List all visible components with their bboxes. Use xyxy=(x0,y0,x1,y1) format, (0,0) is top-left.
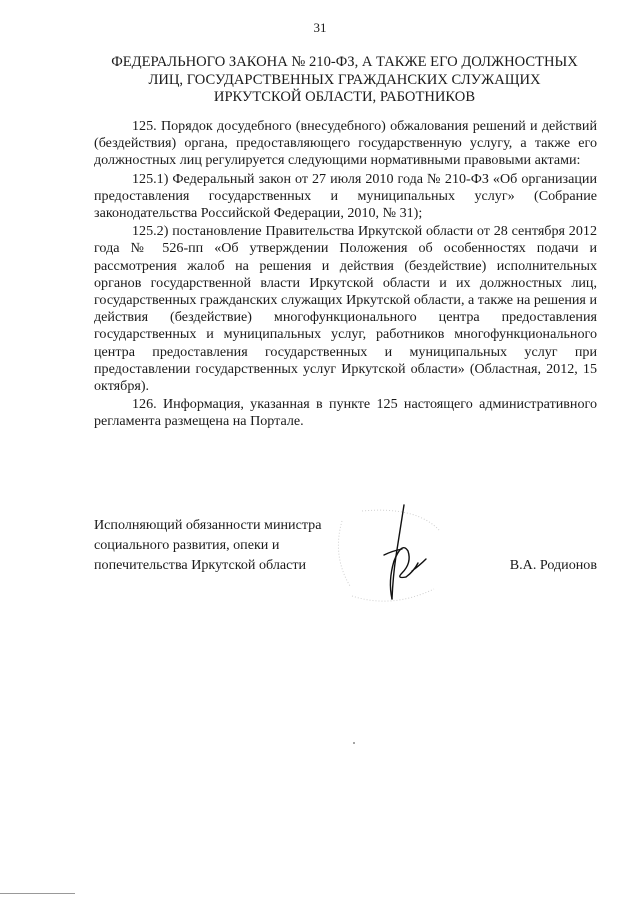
faint-stamp xyxy=(338,510,440,601)
paragraph-125: 125. Порядок досудебного (внесудебного) обжалования решений и действий (бездействия) органа, предоставляющего государственную услугу, а также его должностных лиц регулируется следующими нормативными правовыми актами: xyxy=(94,118,597,169)
handwritten-signature xyxy=(322,501,462,611)
signatory-title-line-3: попечительства Иркутской области xyxy=(94,557,307,573)
heading-line-3: ИРКУТСКОЙ ОБЛАСТИ, РАБОТНИКОВ xyxy=(213,89,476,105)
heading-line-1: ФЕДЕРАЛЬНОГО ЗАКОНА № 210-ФЗ, А ТАКЖЕ ЕГО ДОЛЖНОСТНЫХ xyxy=(111,54,578,70)
footer-rule xyxy=(0,893,75,894)
signature-block xyxy=(94,515,597,595)
body-text xyxy=(94,118,597,431)
signatory-title-line-1: Исполняющий обязанности министра xyxy=(94,517,322,533)
signatory-title xyxy=(94,515,354,575)
paragraph-126: 126. Информация, указанная в пункте 125 настоящего административного регламента размещена на Портале. xyxy=(94,396,597,430)
heading-line-2: ЛИЦ, ГОСУДАРСТВЕННЫХ ГРАЖДАНСКИХ СЛУЖАЩИХ xyxy=(148,71,541,88)
page-number: 31 xyxy=(313,20,327,35)
signatory-name: В.А. Родионов xyxy=(509,557,597,573)
signatory-title-line-2: социального развития, опеки и xyxy=(94,537,280,553)
paragraph-125-1: 125.1) Федеральный закон от 27 июля 2010 года № 210-ФЗ «Об организации предоставления государственных и муниципальных услуг» (Собрание законодательства Российской Федерации, 2010, № 31); xyxy=(94,170,597,222)
paragraph-125-2: 125.2) постановление Правительства Иркутской области от 28 сентября 2012 года № 526-пп «Об утверждении Положения об особенностях подачи и рассмотрения жалоб на решения и действия (бездействие) исполнительных органов государственной власти Иркутской области и их должностных лиц, государственных гражданских служащих Иркутской области, а также на решения и действия (бездействие) многофункционального центра предоставления государственных и муниципальных услуг, работников многофункционального центра предоставления государственных и муниципальных услуг при предоставлении государственных услуг Иркутской области» (Областная, 2012, 15 октября). xyxy=(94,223,597,395)
signature-strokes xyxy=(384,505,426,599)
section-heading xyxy=(92,54,597,107)
scan-speck xyxy=(353,742,355,744)
